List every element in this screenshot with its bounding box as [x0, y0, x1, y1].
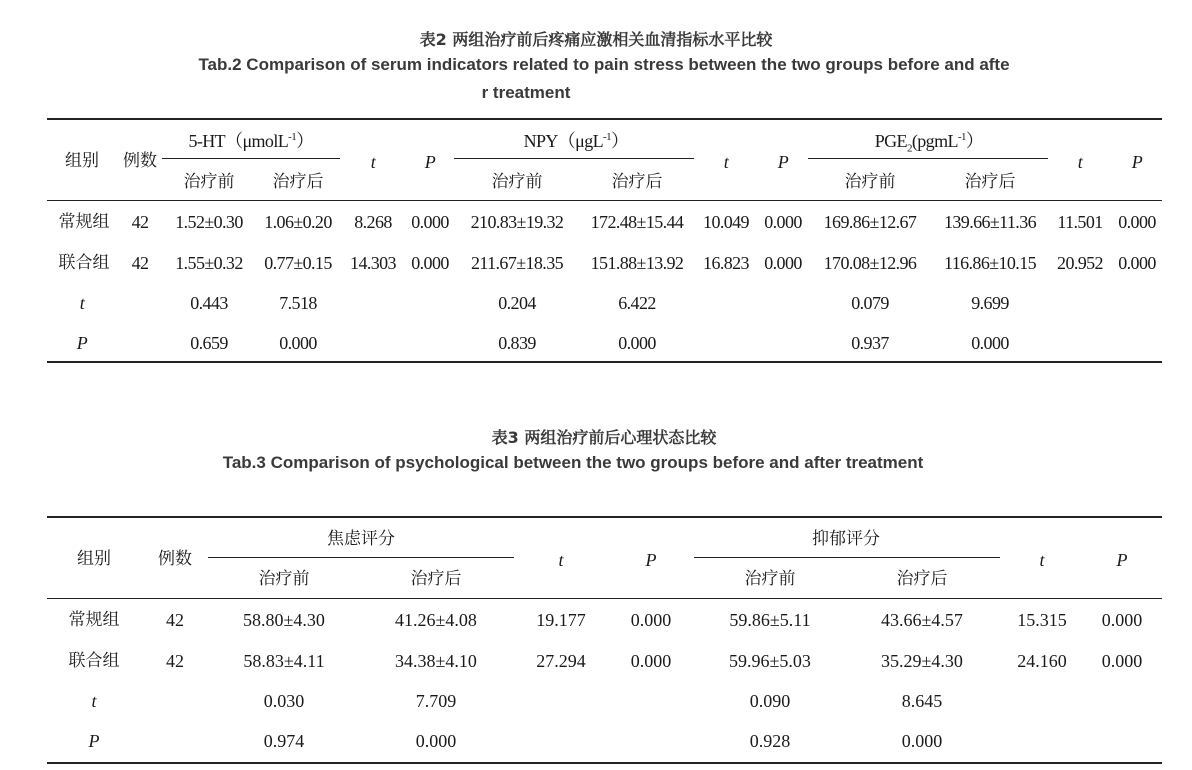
table3-caption-zh: 表3 两组治疗前后心理状态比较 — [491, 428, 717, 447]
table2-bottom-rule — [47, 361, 1162, 363]
table2-header-pge-p: P — [1131, 152, 1143, 172]
table2-cell: 0.937 — [851, 333, 889, 353]
table3-cell: 0.000 — [1101, 651, 1143, 671]
table2-cell: 0.000 — [1118, 212, 1156, 232]
table2-header-pge-before: 治疗前 — [844, 172, 896, 192]
table2-caption-zh: 表2 两组治疗前后疼痛应激相关血清指标水平比较 — [419, 30, 773, 49]
table2-cell: 0.443 — [190, 293, 228, 313]
table3-header-anx-t: t — [558, 550, 564, 570]
table3-header-anxiety: 焦虑评分 — [327, 529, 395, 549]
table3-cell: 43.66±4.57 — [881, 610, 963, 630]
table3-cell: 0.000 — [415, 731, 457, 751]
table2-header-count: 例数 — [123, 151, 157, 171]
table3-cell: 24.160 — [1017, 651, 1067, 671]
table3-row-group: 常规组 — [68, 610, 120, 630]
table2-cell: 0.000 — [764, 212, 802, 232]
table3-cell: 27.294 — [536, 651, 586, 671]
table2-header-ht-t: t — [370, 152, 376, 172]
table2-cell: 210.83±19.32 — [470, 212, 564, 232]
table2-cell: 1.52±0.30 — [175, 212, 243, 232]
table3-cell: 0.090 — [749, 691, 791, 711]
table2-cell: 20.952 — [1057, 253, 1103, 273]
table2-cell: 0.000 — [764, 253, 802, 273]
table3-header-anx-after: 治疗后 — [410, 569, 462, 589]
table2-header-npy-p: P — [777, 152, 789, 172]
table2-cell: 1.06±0.20 — [264, 212, 332, 232]
table3-header-dep-before: 治疗前 — [744, 569, 796, 589]
table2-cell: 0.000 — [411, 253, 449, 273]
table3-caption-en: Tab.3 Comparison of psychological between the two groups before and after treatment — [222, 453, 924, 472]
table2-row-group: 常规组 — [58, 212, 110, 232]
table2-cell: 0.839 — [498, 333, 536, 353]
table3-header-group: 组别 — [77, 549, 111, 569]
table2-header-rule — [47, 200, 1162, 201]
table3-cell: 35.29±4.30 — [881, 651, 963, 671]
table2-cell: 151.88±13.92 — [590, 253, 684, 273]
table3-header-dep-t: t — [1039, 550, 1045, 570]
table2-cell: 0.000 — [618, 333, 656, 353]
table2-npy-span-rule — [454, 158, 694, 159]
table2-cell: 16.823 — [703, 253, 749, 273]
table2-row-group: 联合组 — [58, 253, 110, 273]
table2-top-rule — [47, 118, 1162, 120]
table3-cell: 0.000 — [1101, 610, 1143, 630]
table2-cell: 8.268 — [354, 212, 392, 232]
table2-cell: 10.049 — [703, 212, 749, 232]
table3-row-n: 42 — [166, 610, 184, 630]
table3-cell: 19.177 — [536, 610, 586, 630]
table2-cell: 14.303 — [350, 253, 396, 273]
table2-row-n: 42 — [131, 212, 149, 232]
table3-header-dep-p: P — [1116, 550, 1128, 570]
table2-header-npy-after: 治疗后 — [611, 172, 663, 192]
table2-cell: 0.000 — [1118, 253, 1156, 273]
table2-cell: 0.000 — [279, 333, 317, 353]
table2-ht-span-rule — [162, 158, 340, 159]
table3-cell: 0.000 — [901, 731, 943, 751]
table2-pge-span-rule — [808, 158, 1048, 159]
table2-cell: 0.204 — [498, 293, 536, 313]
table2-caption-en-line2: r treatment — [481, 83, 571, 102]
table2-cell: 9.699 — [971, 293, 1009, 313]
table2-cell: 172.48±15.44 — [590, 212, 684, 232]
table3-header-dep-after: 治疗后 — [896, 569, 948, 589]
table3-header-depression: 抑郁评分 — [812, 529, 880, 549]
table2-header-npy-t: t — [723, 152, 729, 172]
table3-cell: 58.80±4.30 — [243, 610, 325, 630]
table3-cell: 41.26±4.08 — [395, 610, 477, 630]
table2-header-ht-before: 治疗前 — [183, 172, 235, 192]
table3-header-anx-p: P — [645, 550, 657, 570]
table2-cell: 139.66±11.36 — [943, 212, 1037, 232]
table2-header-npy: NPY（μgL$^{-1}$） — [523, 131, 629, 151]
table3-cell: 0.000 — [630, 610, 672, 630]
table2-header-5ht: 5-HT（μmolL$^{-1}$） — [188, 131, 314, 151]
table3-cell: 34.38±4.10 — [395, 651, 477, 671]
table2-caption-en-line1: Tab.2 Comparison of serum indicators related to pain stress between the two groups before and afte — [198, 55, 1010, 74]
table2-cell: 169.86±12.67 — [823, 212, 917, 232]
table2-cell: 6.422 — [618, 293, 656, 313]
table3-bottom-rule — [47, 762, 1162, 764]
table3-cell: 0.928 — [749, 731, 791, 751]
table2-row-n: 42 — [131, 253, 149, 273]
table3-row-group: 联合组 — [68, 651, 120, 671]
table2-cell: 1.55±0.32 — [175, 253, 243, 273]
table3-depression-span-rule — [694, 557, 1000, 558]
table2-cell: 0.079 — [851, 293, 889, 313]
table2-cell: 211.67±18.35 — [470, 253, 564, 273]
table3-anxiety-span-rule — [208, 557, 514, 558]
table2-header-ht-p: P — [424, 152, 436, 172]
table3-row-stat-t: t — [91, 691, 97, 711]
table3-top-rule — [47, 516, 1162, 518]
table3-cell: 15.315 — [1017, 610, 1067, 630]
table3-row-n: 42 — [166, 651, 184, 671]
table2-cell: 0.000 — [971, 333, 1009, 353]
table2-header-pge2: $PGE_2(pgmL^{-1})$ — [874, 131, 984, 155]
table2-header-pge-t: t — [1077, 152, 1083, 172]
table3-header-anx-before: 治疗前 — [258, 569, 310, 589]
table3-cell: 58.83±4.11 — [243, 651, 325, 671]
table3-cell: 59.96±5.03 — [729, 651, 811, 671]
table2-cell: 0.77±0.15 — [264, 253, 332, 273]
table3-cell: 0.000 — [630, 651, 672, 671]
table2-header-ht-after: 治疗后 — [272, 172, 324, 192]
table2-header-npy-before: 治疗前 — [491, 172, 543, 192]
table2-cell: 0.000 — [411, 212, 449, 232]
table2-cell: 7.518 — [279, 293, 317, 313]
table2-row-stat-t: t — [79, 293, 85, 313]
table2-row-stat-p: P — [76, 333, 88, 353]
table3-cell: 7.709 — [415, 691, 457, 711]
table2-cell: 170.08±12.96 — [823, 253, 917, 273]
table2-cell: 0.659 — [190, 333, 228, 353]
table3-cell: 0.030 — [263, 691, 305, 711]
table2-header-group: 组别 — [65, 151, 99, 171]
table3-cell: 8.645 — [901, 691, 943, 711]
table2-cell: 116.86±10.15 — [943, 253, 1037, 273]
table3-row-stat-p: P — [88, 731, 100, 751]
table3-cell: 0.974 — [263, 731, 305, 751]
table3-cell: 59.86±5.11 — [729, 610, 811, 630]
table3-header-rule — [47, 598, 1162, 599]
table3-header-count: 例数 — [158, 549, 192, 569]
table2-cell: 11.501 — [1057, 212, 1103, 232]
table2-header-pge-after: 治疗后 — [964, 172, 1016, 192]
